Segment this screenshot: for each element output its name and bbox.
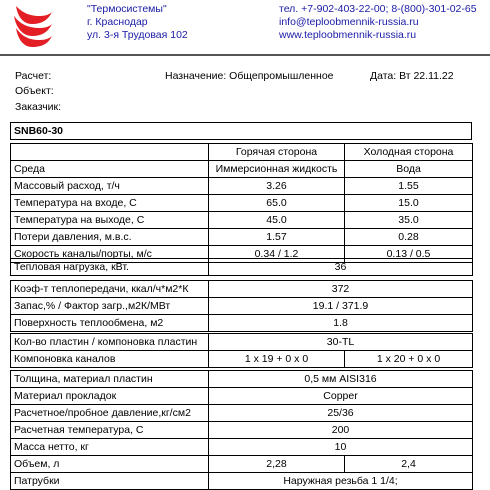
param-hot-value: 3.26 bbox=[209, 178, 345, 195]
company-address: ул. 3-я Трудовая 102 bbox=[87, 29, 188, 41]
model-table bbox=[10, 122, 472, 140]
param-hot-value: 65.0 bbox=[209, 195, 345, 212]
contact-info bbox=[279, 3, 477, 42]
construction-label: Расчетное/пробное давление,кг/см2 bbox=[11, 405, 209, 422]
construction-value: 200 bbox=[209, 422, 473, 439]
table-row bbox=[11, 195, 473, 212]
object-label: Объект: bbox=[15, 85, 54, 97]
param-label: Температура на входе, С bbox=[11, 195, 209, 212]
heat-load-label: Тепловая нагрузка, кВт. bbox=[11, 259, 209, 276]
connections-label: Патрубки bbox=[11, 473, 209, 490]
params-table bbox=[10, 143, 473, 263]
table-row bbox=[11, 229, 473, 246]
hot-side-header: Горячая сторона bbox=[209, 144, 345, 161]
construction-table bbox=[10, 370, 473, 490]
params-header-row bbox=[11, 144, 473, 161]
param-cold-value: 0.13 / 0.5 bbox=[345, 246, 473, 263]
thermal-value: 1.8 bbox=[209, 315, 473, 332]
website-link[interactable]: www.teploobmennik-russia.ru bbox=[279, 29, 417, 41]
plates-count-value: 30-TL bbox=[209, 334, 473, 351]
param-cold-value: 1.55 bbox=[345, 178, 473, 195]
thermal-label: Коэф-т теплопередачи, ккал/ч*м2*К bbox=[11, 281, 209, 298]
param-cold-value: 0.28 bbox=[345, 229, 473, 246]
param-hot-value: 0.34 / 1.2 bbox=[209, 246, 345, 263]
channels-hot-value: 1 x 19 + 0 x 0 bbox=[209, 351, 345, 368]
thermal-value: 19.1 / 371.9 bbox=[209, 298, 473, 315]
thermal-label: Поверхность теплообмена, м2 bbox=[11, 315, 209, 332]
param-label: Массовый расход, т/ч bbox=[11, 178, 209, 195]
volume-label: Объем, л bbox=[11, 456, 209, 473]
param-label: Потери давления, м.в.с. bbox=[11, 229, 209, 246]
volume-hot-value: 2,28 bbox=[209, 456, 345, 473]
thermal-table bbox=[10, 280, 473, 332]
cold-side-header: Холодная сторона bbox=[345, 144, 473, 161]
param-label: Температура на выходе, С bbox=[11, 212, 209, 229]
thermal-label: Запас,% / Фактор загр.,м2К/МВт bbox=[11, 298, 209, 315]
thermal-value: 372 bbox=[209, 281, 473, 298]
table-row bbox=[11, 371, 473, 388]
company-city: г. Краснодар bbox=[87, 16, 148, 28]
construction-label: Толщина, материал пластин bbox=[11, 371, 209, 388]
construction-label: Расчетная температура, С bbox=[11, 422, 209, 439]
construction-value: 0,5 мм AISI316 bbox=[209, 371, 473, 388]
header-divider bbox=[0, 54, 490, 56]
table-row bbox=[11, 281, 473, 298]
construction-value: 10 bbox=[209, 439, 473, 456]
plates-count-label: Кол-во пластин / компоновка пластин bbox=[11, 334, 209, 351]
table-row bbox=[11, 178, 473, 195]
table-row bbox=[11, 405, 473, 422]
param-hot-value: 1.57 bbox=[209, 229, 345, 246]
calc-label: Расчет: bbox=[15, 70, 52, 82]
table-row bbox=[11, 439, 473, 456]
table-row bbox=[11, 456, 473, 473]
table-row bbox=[11, 161, 473, 178]
model-name: SNB60-30 bbox=[11, 123, 472, 140]
param-label: Скорость каналы/порты, м/с bbox=[11, 246, 209, 263]
construction-value: Copper bbox=[209, 388, 473, 405]
param-hot-value: Иммерсионная жидкость bbox=[209, 161, 345, 178]
company-name: "Термосистемы" bbox=[87, 3, 167, 15]
construction-value: 25/36 bbox=[209, 405, 473, 422]
construction-label: Материал прокладок bbox=[11, 388, 209, 405]
company-logo bbox=[10, 2, 54, 48]
table-row bbox=[11, 315, 473, 332]
param-cold-value: Вода bbox=[345, 161, 473, 178]
letterhead bbox=[0, 0, 490, 62]
param-hot-value: 45.0 bbox=[209, 212, 345, 229]
construction-label: Масса нетто, кг bbox=[11, 439, 209, 456]
date-label: Дата: Вт 22.11.22 bbox=[370, 70, 454, 82]
phone-numbers: тел. +7-902-403-22-00; 8-(800)-301-02-65 bbox=[279, 3, 477, 15]
table-row bbox=[11, 473, 473, 490]
table-row bbox=[11, 422, 473, 439]
table-row bbox=[11, 351, 473, 368]
connections-value: Наружная резьба 1 1/4; bbox=[209, 473, 473, 490]
purpose-label: Назначение: Общепромышленное bbox=[165, 70, 334, 82]
table-row bbox=[11, 298, 473, 315]
email-link[interactable]: info@teploobmennik-russia.ru bbox=[279, 16, 419, 28]
company-info bbox=[87, 3, 188, 42]
plates-table bbox=[10, 333, 473, 368]
table-row bbox=[11, 212, 473, 229]
param-cold-value: 35.0 bbox=[345, 212, 473, 229]
param-label: Среда bbox=[11, 161, 209, 178]
channels-cold-value: 1 x 20 + 0 x 0 bbox=[345, 351, 473, 368]
heat-load-table bbox=[10, 258, 473, 276]
customer-label: Заказчик: bbox=[15, 101, 62, 113]
volume-cold-value: 2,4 bbox=[345, 456, 473, 473]
table-row bbox=[11, 334, 473, 351]
table-row bbox=[11, 259, 473, 276]
param-cold-value: 15.0 bbox=[345, 195, 473, 212]
table-row bbox=[11, 388, 473, 405]
channels-label: Компоновка каналов bbox=[11, 351, 209, 368]
heat-load-value: 36 bbox=[209, 259, 473, 276]
